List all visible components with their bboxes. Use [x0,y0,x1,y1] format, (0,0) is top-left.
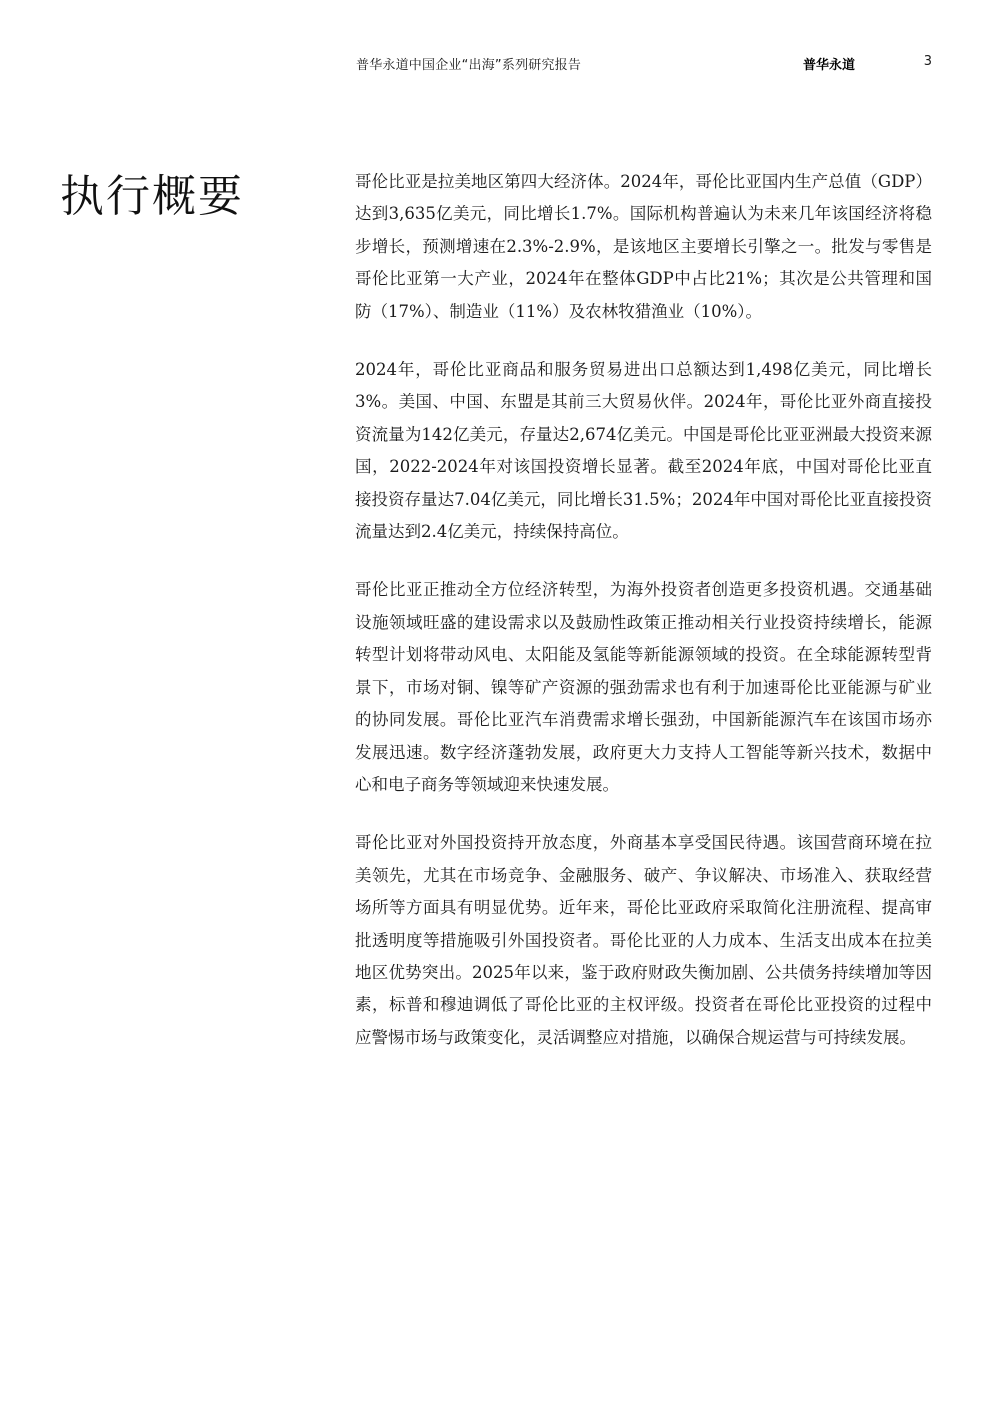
section-title: 执行概要 [60,171,244,222]
paragraph-economy-overview: 哥伦比亚是拉美地区第四大经济体。2024年，哥伦比亚国内生产总值（GDP）达到3,635亿美元，同比增长1.7%。国际机构普遍认为未来几年该国经济将稳步增长，预测增速在2.3%-2.9%，是该地区主要增长引擎之一。批发与零售是哥伦比亚第一大产业，2024年在整体GDP中占比21%；其次是公共管理和国防（17%）、制造业（11%）及农林牧猎渔业（10%）。 [355,172,932,321]
brand-name: 普华永道 [803,58,856,73]
executive-summary-body [355,166,932,1080]
paragraph-economic-transition: 哥伦比亚正推动全方位经济转型，为海外投资者创造更多投资机遇。交通基础设施领域旺盛的建设需求以及鼓励性政策正推动相关行业投资持续增长，能源转型计划将带动风电、太阳能及氢能等新能源领域的投资。在全球能源转型背景下，市场对铜、镍等矿产资源的强劲需求也有利于加速哥伦比亚能源与矿业的协同发展。哥伦比亚汽车消费需求增长强劲，中国新能源汽车在该国市场亦发展迅速。数字经济蓬勃发展，政府更大力支持人工智能等新兴技术，数据中心和电子商务等领域迎来快速发展。 [355,580,932,794]
page-number: 3 [923,54,932,69]
paragraph-trade-investment: 2024年，哥伦比亚商品和服务贸易进出口总额达到1,498亿美元，同比增长3%。美国、中国、东盟是其前三大贸易伙伴。2024年，哥伦比亚外商直接投资流量为142亿美元，存量达2,674亿美元。中国是哥伦比亚亚洲最大投资来源国，2022-2024年对该国投资增长显著。截至2024年底，中国对哥伦比亚直接投资存量达7.04亿美元，同比增长31.5%；2024年中国对哥伦比亚直接投资流量达到2.4亿美元，持续保持高位。 [355,360,932,542]
paragraph-business-environment: 哥伦比亚对外国投资持开放态度，外商基本享受国民待遇。该国营商环境在拉美领先，尤其在市场竞争、金融服务、破产、争议解决、市场准入、获取经营场所等方面具有明显优势。近年来，哥伦比亚政府采取简化注册流程、提高审批透明度等措施吸引外国投资者。哥伦比亚的人力成本、生活支出成本在拉美地区优势突出。2025年以来，鉴于政府财政失衡加剧、公共债务持续增加等因素，标普和穆迪调低了哥伦比亚的主权评级。投资者在哥伦比亚投资的过程中应警惕市场与政策变化，灵活调整应对措施，以确保合规运营与可持续发展。 [355,833,932,1047]
report-series-title: 普华永道中国企业“出海”系列研究报告 [356,58,582,73]
